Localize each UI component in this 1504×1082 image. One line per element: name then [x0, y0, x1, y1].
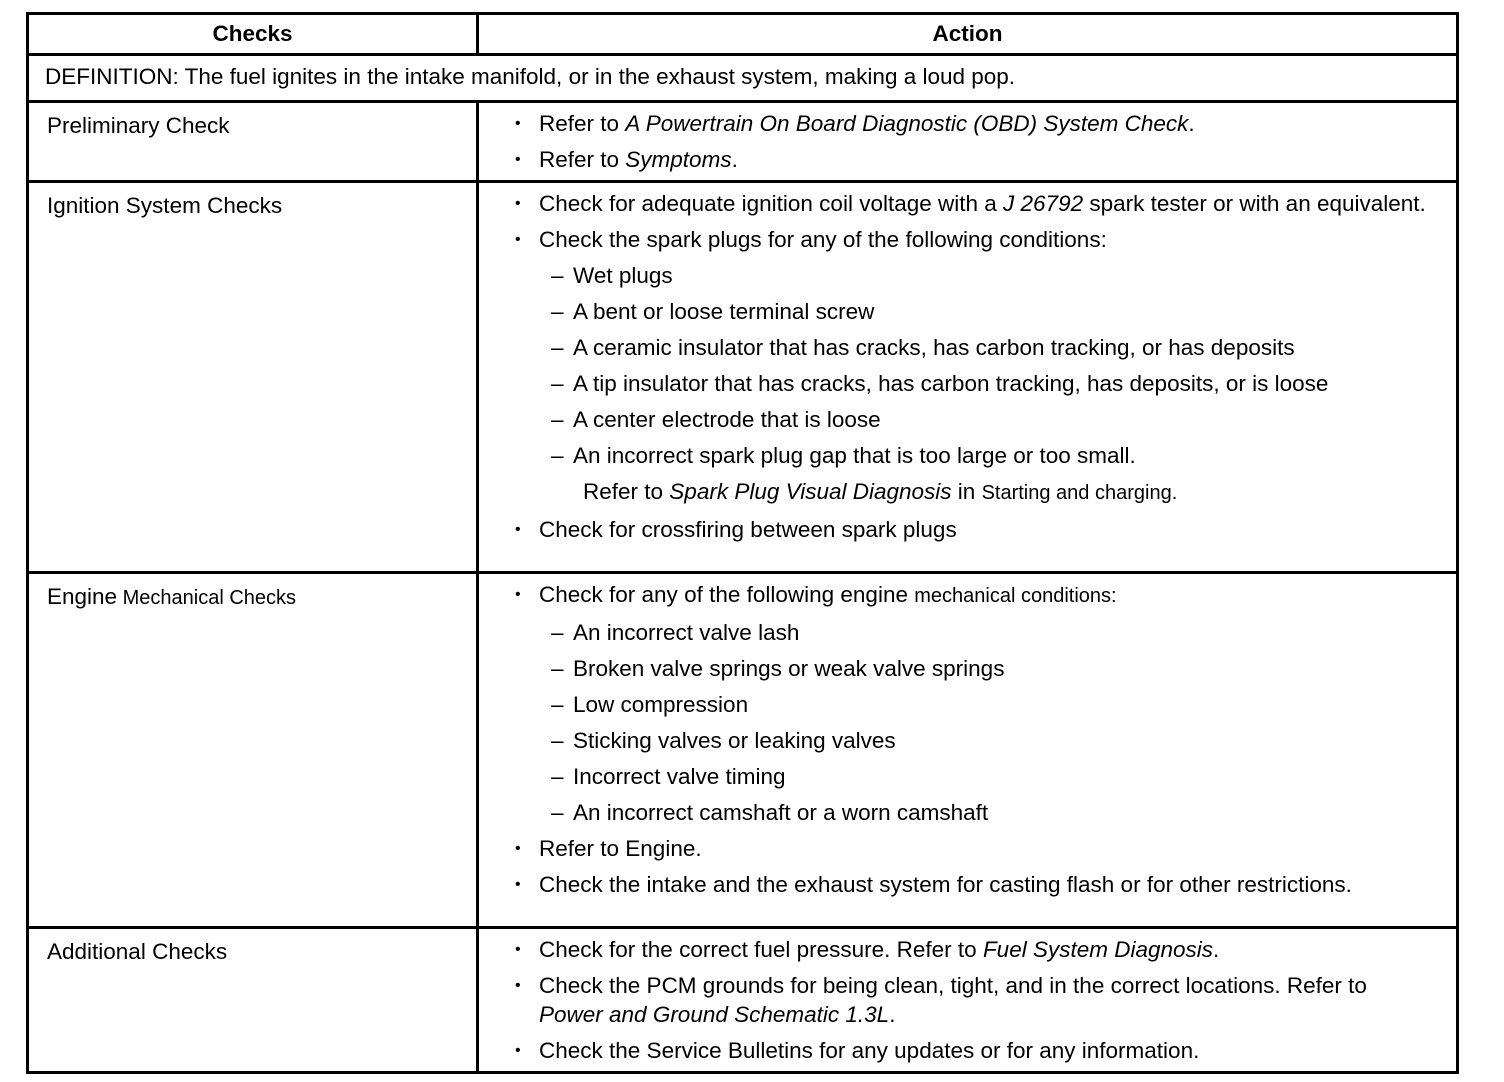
dash-icon: – [551, 299, 564, 324]
sub-item: – A center electrode that is loose [551, 407, 881, 432]
bullet-icon: • [515, 151, 521, 168]
definition-row [28, 55, 1458, 102]
action-item: • Refer to Engine. [515, 836, 702, 861]
header-action: Action [478, 14, 1458, 55]
table-row [28, 102, 1458, 182]
dash-icon: – [551, 764, 564, 789]
sub-item: – Low compression [551, 692, 749, 717]
dash-icon: – [551, 692, 564, 717]
dash-icon: – [551, 620, 564, 645]
bullet-icon: • [515, 115, 521, 132]
bullet-icon: • [515, 521, 521, 538]
sub-item: – Incorrect valve timing [551, 764, 786, 789]
bullet-icon: • [515, 977, 521, 994]
bullet-icon: • [515, 876, 521, 893]
table-row [28, 182, 1458, 573]
check-label: Preliminary Check [28, 102, 478, 182]
action-cell [478, 182, 1458, 573]
dash-icon: – [551, 656, 564, 681]
dash-icon: – [551, 407, 564, 432]
action-item: • Check for the correct fuel pressure. Refer to Fuel System Diagnosis. [515, 937, 1220, 962]
sub-item: – Wet plugs [551, 263, 673, 288]
reference-note: Refer to Spark Plug Visual Diagnosis in Starting and charging. [583, 479, 1178, 504]
sub-item: – Sticking valves or leaking valves [551, 728, 896, 753]
header-checks: Checks [28, 14, 478, 55]
dash-icon: – [551, 800, 564, 825]
action-item: • Check for any of the following engine mechanical conditions: – An incorrect valve lash – Broken valve springs or weak valve springs – Low compression – Sticking valves or leaking valves – Incorrect valve timing – An incorrect camshaft or a worn camshaft [515, 580, 1436, 827]
dash-icon: – [551, 371, 564, 396]
sub-item: – A tip insulator that has cracks, has carbon tracking, has deposits, or is loose [551, 371, 1329, 396]
bullet-icon: • [515, 941, 521, 958]
action-cell [478, 102, 1458, 182]
check-label: Additional Checks [28, 928, 478, 1073]
check-label: Engine Mechanical Checks [28, 573, 478, 928]
header-row [28, 14, 1458, 55]
sub-item: – An incorrect camshaft or a worn camshaft [551, 800, 989, 825]
sub-item: – Broken valve springs or weak valve springs [551, 656, 1005, 681]
bullet-icon: • [515, 1042, 521, 1059]
diagnostic-table [26, 12, 1459, 1074]
action-item: • Check for crossfiring between spark plugs [515, 517, 957, 542]
bullet-icon: • [515, 231, 521, 248]
definition-text: DEFINITION: The fuel ignites in the intake manifold, or in the exhaust system, making a loud pop. [28, 55, 1458, 102]
sub-item: – An incorrect valve lash [551, 620, 800, 645]
action-item: • Check the PCM grounds for being clean, tight, and in the correct locations. Refer to Power and Ground Schematic 1.3L. [515, 973, 1367, 1027]
bullet-icon: • [515, 195, 521, 212]
sub-item: – A bent or loose terminal screw [551, 299, 875, 324]
action-cell [478, 928, 1458, 1073]
action-item: • Check the intake and the exhaust system for casting flash or for other restrictions. [515, 872, 1352, 897]
action-item: • Check the spark plugs for any of the following conditions: – Wet plugs – A bent or loose terminal screw – A ceramic insulator that has cracks, has carbon tracking, or has deposits – A tip insulator that has cracks, has carbon tracking, has deposits, or is loose – A center electrode that is loose – An incorrect spark plug gap that is too large or too small. Refer to Spark Plug Visual Diagnosis in Starting and charging. [515, 225, 1436, 508]
action-cell [478, 573, 1458, 928]
dash-icon: – [551, 335, 564, 360]
action-item: • Check the Service Bulletins for any updates or for any information. [515, 1038, 1200, 1063]
check-label: Ignition System Checks [28, 182, 478, 573]
sub-item: – A ceramic insulator that has cracks, has carbon tracking, or has deposits [551, 335, 1295, 360]
action-item: • Refer to A Powertrain On Board Diagnostic (OBD) System Check. [515, 111, 1195, 136]
bullet-icon: • [515, 840, 521, 857]
bullet-icon: • [515, 586, 521, 603]
dash-icon: – [551, 728, 564, 753]
sub-item: – An incorrect spark plug gap that is too large or too small. [551, 443, 1136, 468]
table-row [28, 928, 1458, 1073]
action-item: • Check for adequate ignition coil voltage with a J 26792 spark tester or with an equivalent. [515, 191, 1426, 216]
dash-icon: – [551, 443, 564, 468]
dash-icon: – [551, 263, 564, 288]
table-row [28, 573, 1458, 928]
action-item: • Refer to Symptoms. [515, 147, 738, 172]
